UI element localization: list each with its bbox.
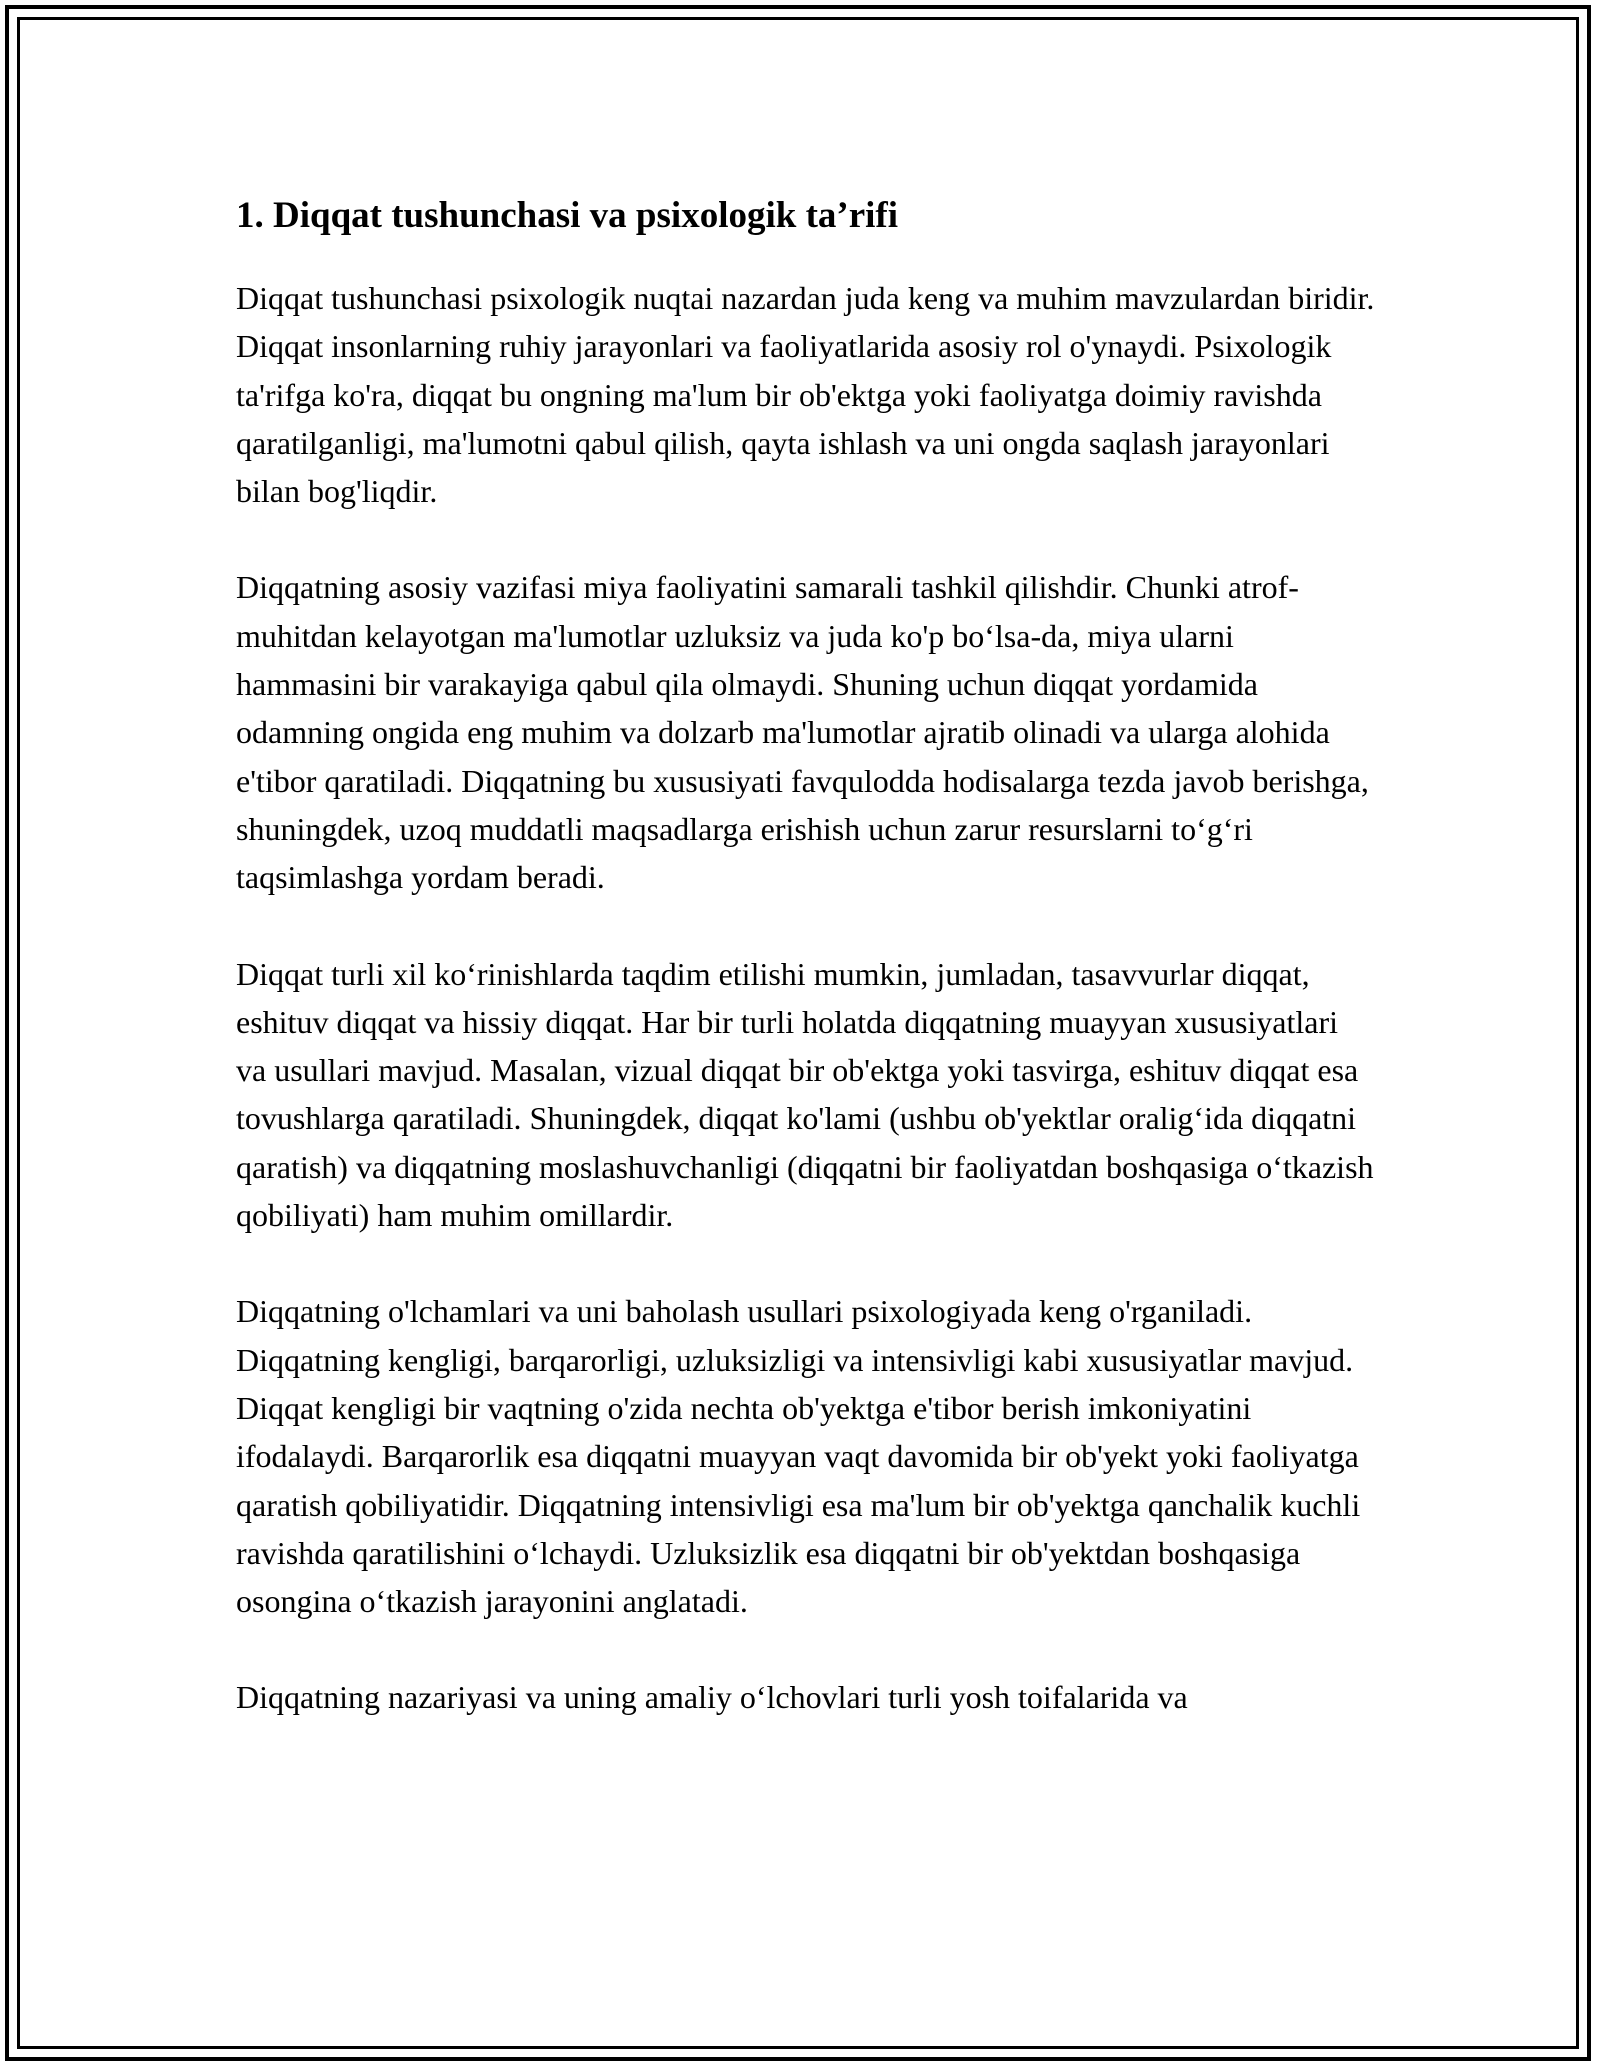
document-body (236, 188, 1376, 1770)
paragraph-1: Diqqat tushunchasi psixologik nuqtai nazardan juda keng va muhim mavzulardan biridir. Diqqat insonlarning ruhiy jarayonlari va faoliyatlarida asosiy rol o'ynaydi. Psixologik ta'rifga ko'ra, diqqat bu ongning ma'lum bir ob'ektga yoki faoliyatga doimiy ravishda qaratilganligi, ma'lumotni qabul qilish, qayta ishlash va uni ongda saqlash jarayonlari bilan bog'liqdir. (236, 280, 1375, 510)
paragraph-2: Diqqatning asosiy vazifasi miya faoliyatini samarali tashkil qilishdir. Chunki atrof-muhitdan kelayotgan ma'lumotlar uzluksiz va juda ko'p bo‘lsa-da, miya ularni hammasini bir varakayiga qabul qila olmaydi. Shuning uchun diqqat yordamida odamning ongida eng muhim va dolzarb ma'lumotlar ajratib olinadi va ularga alohida e'tibor qaratiladi. Diqqatning bu xususiyati favqulodda hodisalarga tezda javob berishga, shuningdek, uzoq muddatli maqsadlarga erishish uchun zarur resurslarni to‘g‘ri taqsimlashga yordam beradi. (236, 569, 1369, 896)
paragraph-5: Diqqatning nazariyasi va uning amaliy o‘lchovlari turli yosh toifalarida va (236, 1679, 1188, 1716)
paragraph-3: Diqqat turli xil ko‘rinishlarda taqdim etilishi mumkin, jumladan, tasavvurlar diqqat, eshituv diqqat va hissiy diqqat. Har bir turli holatda diqqatning muayyan xususiyatlari va usullari mavjud. Masalan, vizual diqqat bir ob'ektga yoki tasvirga, eshituv diqqat esa tovushlarga qaratiladi. Shuningdek, diqqat ko'lami (ushbu ob'yektlar oralig‘ida diqqatni qaratish) va diqqatning moslashuvchanligi (diqqatni bir faoliyatdan boshqasiga o‘tkazish qobiliyati) ham muhim omillardir. (236, 955, 1374, 1234)
section-heading: 1. Diqqat tushunchasi va psixologik ta’rifi (236, 195, 899, 236)
paragraph-4: Diqqatning o'lchamlari va uni baholash usullari psixologiyada keng o'rganiladi. Diqqatning kengligi, barqarorligi, uzluksizligi va intensivligi kabi xususiyatlar mavjud. Diqqat kengligi bir vaqtning o'zida nechta ob'yektga e'tibor berish imkoniyatini ifodalaydi. Barqarorlik esa diqqatni muayyan vaqt davomida bir ob'yekt yoki faoliyatga qaratish qobiliyatidir. Diqqatning intensivligi esa ma'lum bir ob'yektga qanchalik kuchli ravishda qaratilishini o‘lchaydi. Uzluksizlik esa diqqatni bir ob'yektdan boshqasiga osongina o‘tkazish jarayonini anglatadi. (236, 1293, 1361, 1620)
